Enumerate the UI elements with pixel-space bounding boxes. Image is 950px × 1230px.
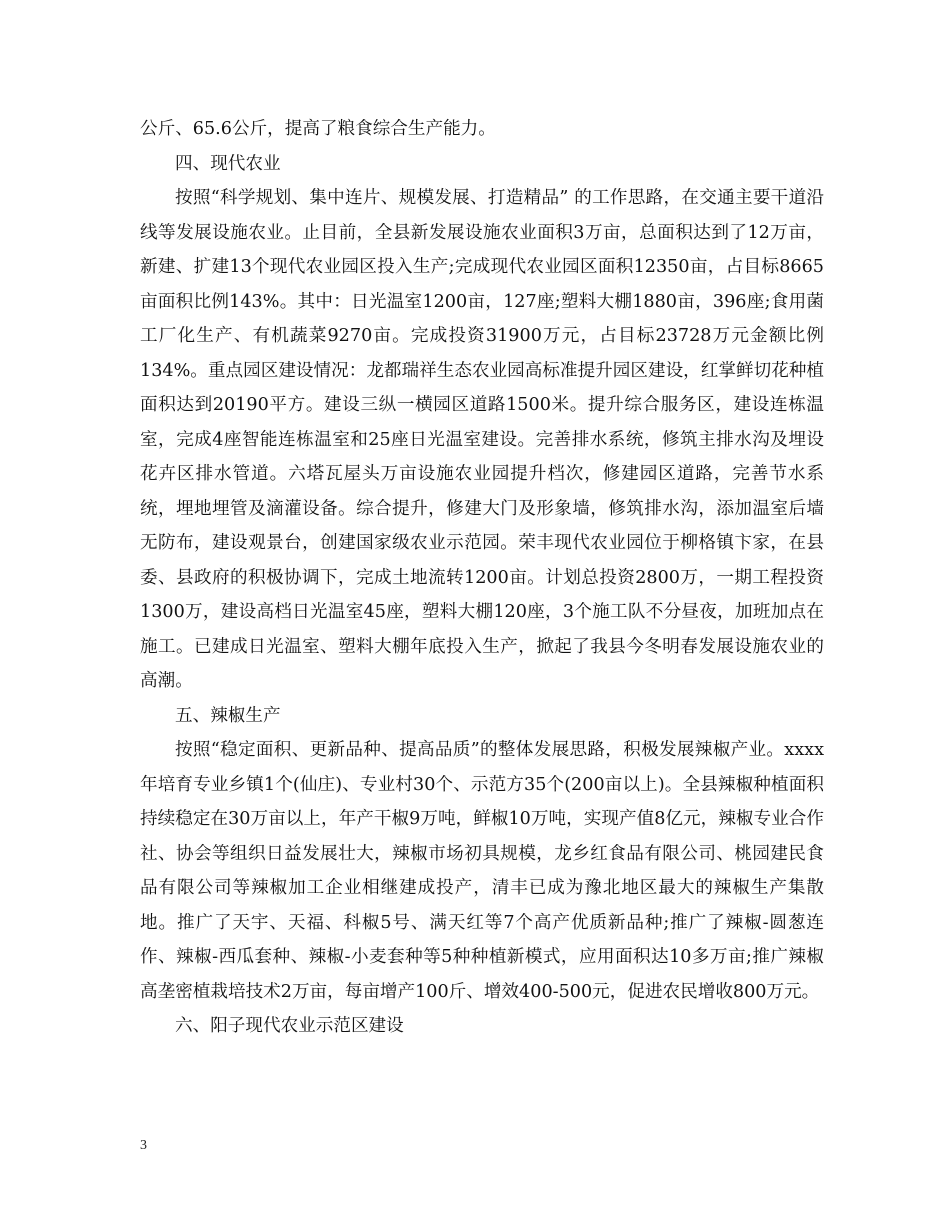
page-number: 3: [140, 1138, 147, 1153]
document-body: [140, 112, 824, 1044]
heading-modern-agriculture: 四、现代农业: [175, 153, 281, 174]
heading-yangzi-demo-zone: 六、阳子现代农业示范区建设: [175, 1016, 404, 1036]
heading-pepper-production: 五、辣椒生产: [175, 705, 281, 726]
paragraph-pepper-production: 按照“稳定面积、更新品种、提高品质”的整体发展思路，积极发展辣椒产业。xxxx年培育专业乡镇1个(仙庄)、专业村30个、示范方35个(200亩以上)。全县辣椒种植面积持续稳定在30万亩以上，年产干椒9万吨，鲜椒10万吨，实现产值8亿元，辣椒专业合作社、协会等组织日益发展壮大，辣椒市场初具规模，龙乡红食品有限公司、桃园建民食品有限公司等辣椒加工企业相继建成投产，清丰已成为豫北地区最大的辣椒生产集散地。推广了天宇、天福、科椒5号、满天红等7个高产优质新品种;推广了辣椒-圆葱连作、辣椒-西瓜套种、辣椒-小麦套种等5种种植新模式，应用面积达10多万亩;推广辣椒高垄密植栽培技术2万亩，每亩增产100斤、增效400-500元，促进农民增收800万元。: [140, 740, 824, 1002]
paragraph-grain-capacity: 公斤、65.6公斤，提高了粮食综合生产能力。: [140, 119, 496, 139]
paragraph-modern-agriculture: 按照“科学规划、集中连片、规模发展、打造精品” 的工作思路，在交通主要干道沿线等发展设施农业。止目前，全县新发展设施农业面积3万亩，总面积达到了12万亩，新建、扩建13个现代农业园区投入生产;完成现代农业园区面积12350亩，占目标8665亩面积比例143%。其中：日光温室1200亩，127座;塑料大棚1880亩，396座;食用菌工厂化生产、有机蔬菜9270亩。完成投资31900万元，占目标23728万元金额比例134%。重点园区建设情况：龙都瑞祥生态农业园高标准提升园区建设，红掌鲜切花种植面积达到20190平方。建设三纵一横园区道路1500米。提升综合服务区，建设连栋温室，完成4座智能连栋温室和25座日光温室建设。完善排水系统，修筑主排水沟及埋设花卉区排水管道。六塔瓦屋头万亩设施农业园提升档次，修建园区道路，完善节水系统，埋地埋管及滴灌设备。综合提升，修建大门及形象墙，修筑排水沟，添加温室后墙无防布，建设观景台，创建国家级农业示范园。荣丰现代农业园位于柳格镇卞家，在县委、县政府的积极协调下，完成土地流转1200亩。计划总投资2800万，一期工程投资1300万，建设高档日光温室45座，塑料大棚120座，3个施工队不分昼夜，加班加点在施工。已建成日光温室、塑料大棚年底投入生产，掀起了我县今冬明春发展设施农业的高潮。: [140, 188, 824, 691]
